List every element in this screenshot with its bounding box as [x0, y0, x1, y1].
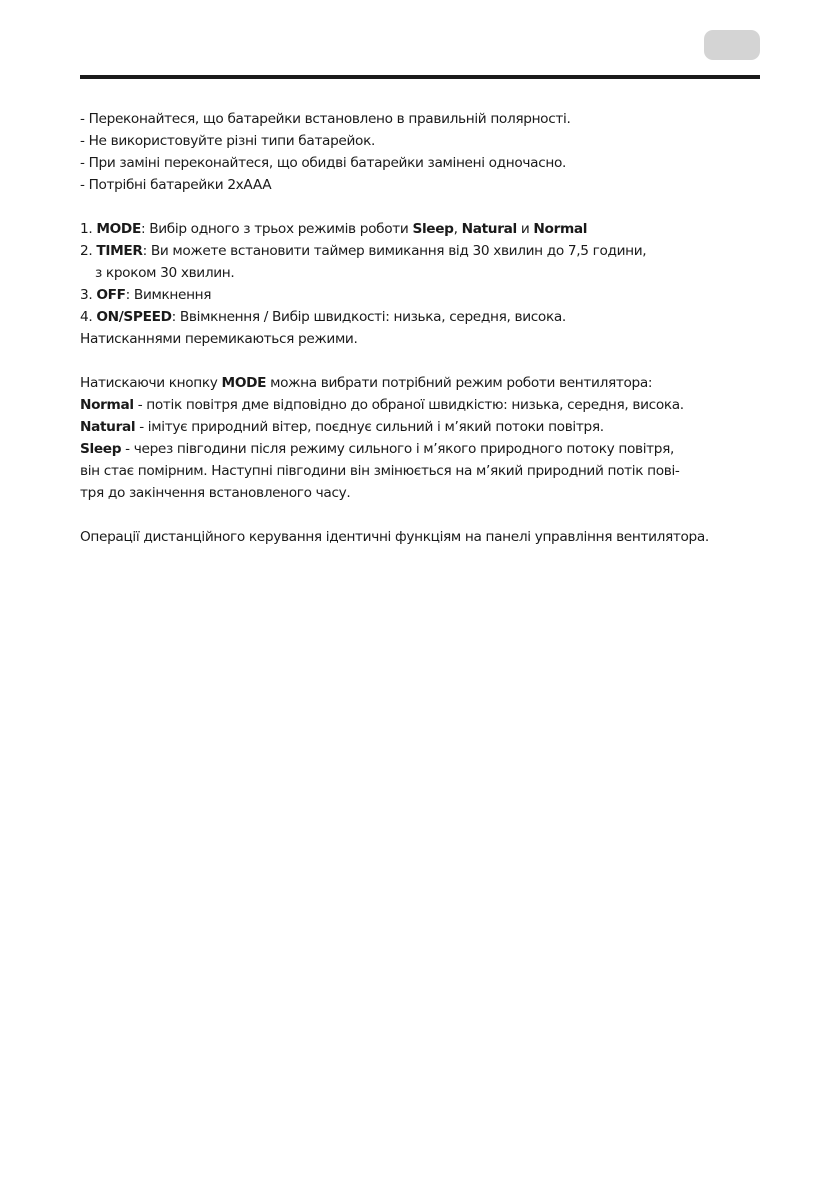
item-number: 2.: [80, 243, 97, 259]
intro-mode-label: MODE: [221, 375, 267, 391]
item-desc: : Ввімкнення / Вибір швидкості: низька, середня, висока.: [171, 309, 566, 325]
battery-notes: [80, 108, 770, 196]
mode-sleep: [80, 438, 770, 460]
mode-normal: [80, 394, 770, 416]
button-list: [80, 218, 770, 350]
page-number-tab: [704, 30, 760, 60]
mode-name-sleep: Sleep: [412, 221, 454, 237]
item-number: 1.: [80, 221, 97, 237]
button-item-mode: [80, 218, 770, 240]
mode-sleep-line3: тря до закінчення встановленого часу.: [80, 485, 351, 501]
mode-desc-natural: - імітує природний вітер, поєднує сильний і м’який потоки повітря.: [135, 419, 604, 435]
mode-name-normal: Normal: [533, 221, 588, 237]
mode-label-sleep: Sleep: [80, 441, 122, 457]
mode-label-natural: Natural: [80, 419, 136, 435]
item-desc: : Вибір одного з трьох режимів роботи: [140, 221, 413, 237]
intro-text-end: можна вибрати потрібний режим роботи вентилятора:: [266, 375, 653, 391]
item-number: 4.: [80, 309, 97, 325]
remote-control-note: Операції дистанційного керування ідентичні функціям на панелі управління вентилятора.: [80, 529, 709, 545]
battery-note: - При заміні переконайтеся, що обидві батарейки замінені одночасно.: [80, 155, 566, 171]
mode-sleep-line2: він стає помірним. Наступні півгодини він змінюється на м’який природний потік пові-: [80, 463, 680, 479]
header-rule: [80, 75, 760, 79]
item-number: 3.: [80, 287, 97, 303]
item-desc: : Ви можете встановити таймер вимикання від 30 хвилин до 7,5 години,: [142, 243, 647, 259]
mode-desc-sleep: - через півгодини після режиму сильного і м’якого природного потоку повітря,: [121, 441, 674, 457]
button-note: Натисканнями перемикаються режими.: [80, 331, 358, 347]
button-item-timer-cont: з кроком 30 хвилин.: [95, 265, 235, 281]
intro-text: Натискаючи кнопку: [80, 375, 222, 391]
button-name-on-speed: ON/SPEED: [96, 309, 172, 325]
mode-natural: [80, 416, 770, 438]
mode-desc-normal: - потік повітря дме відповідно до обраної швидкістю: низька, середня, висока.: [133, 397, 684, 413]
mode-name-natural: Natural: [461, 221, 517, 237]
button-name-off: OFF: [96, 287, 126, 303]
button-item-off: [80, 284, 770, 306]
button-name-timer: TIMER: [96, 243, 143, 259]
button-item-on-speed: [80, 306, 770, 328]
conjunction: и: [516, 221, 534, 237]
battery-note: - Не використовуйте різні типи батарейок.: [80, 133, 375, 149]
item-desc: : Вимкнення: [125, 287, 212, 303]
button-name-mode: MODE: [96, 221, 141, 237]
battery-note: - Потрібні батарейки 2xAAA: [80, 177, 272, 193]
modes-intro: [80, 372, 770, 394]
battery-note: - Переконайтеся, що батарейки встановлено в правильній полярності.: [80, 111, 571, 127]
mode-descriptions: [80, 372, 770, 504]
separator: ,: [453, 221, 462, 237]
page-content: [80, 108, 770, 548]
mode-label-normal: Normal: [80, 397, 134, 413]
button-item-timer: [80, 240, 770, 262]
